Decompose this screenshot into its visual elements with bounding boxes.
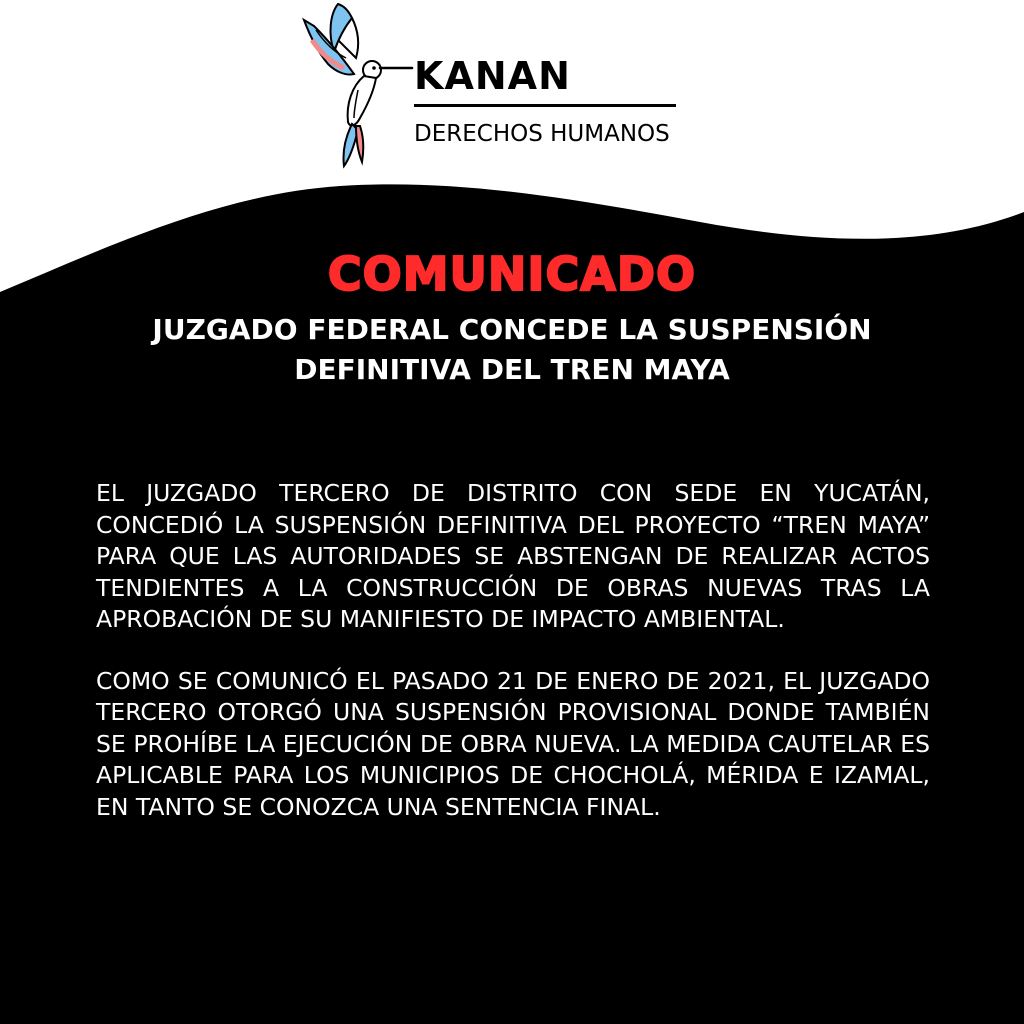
brand-name: KANAN bbox=[414, 54, 571, 98]
subtitle: JUZGADO FEDERAL CONCEDE LA SUSPENSIÓN DEFINITIVA DEL TREN MAYA bbox=[152, 313, 872, 386]
headline: COMUNICADO bbox=[327, 247, 697, 301]
brand-tagline: DERECHOS HUMANOS bbox=[414, 121, 670, 147]
paragraph: COMO SE COMUNICÓ EL PASADO 21 DE ENERO DE 2021, EL JUZGADO TERCERO OTORGÓ UNA SUSPENSIÓN PROVISIONAL DONDE TAMBIÉN SE PROHÍBE LA EJECUCIÓN DE OBRA NUEVA. LA MEDIDA CAUTELAR ES APLICABLE PARA LOS MUNICIPIOS DE CHOCHOLÁ, MÉRIDA E IZAMAL, EN TANTO SE CONOZCA UNA SENTENCIA FINAL. bbox=[96, 666, 930, 821]
hummingbird-icon bbox=[300, 0, 420, 170]
paragraph: EL JUZGADO TERCERO DE DISTRITO CON SEDE EN YUCATÁN, CONCEDIÓ LA SUSPENSIÓN DEFINITIVA DEL PROYECTO “TREN MAYA” PARA QUE LAS AUTORIDADES SE ABSTENGAN DE REALIZAR ACTOS TENDIENTES A LA CONSTRUCCIÓN DE OBRAS NUEVAS TRAS LA APROBACIÓN DE SU MANIFIESTO DE IMPACTO AMBIENTAL. bbox=[96, 479, 930, 633]
body-text bbox=[96, 478, 930, 853]
brand-divider bbox=[414, 104, 676, 107]
